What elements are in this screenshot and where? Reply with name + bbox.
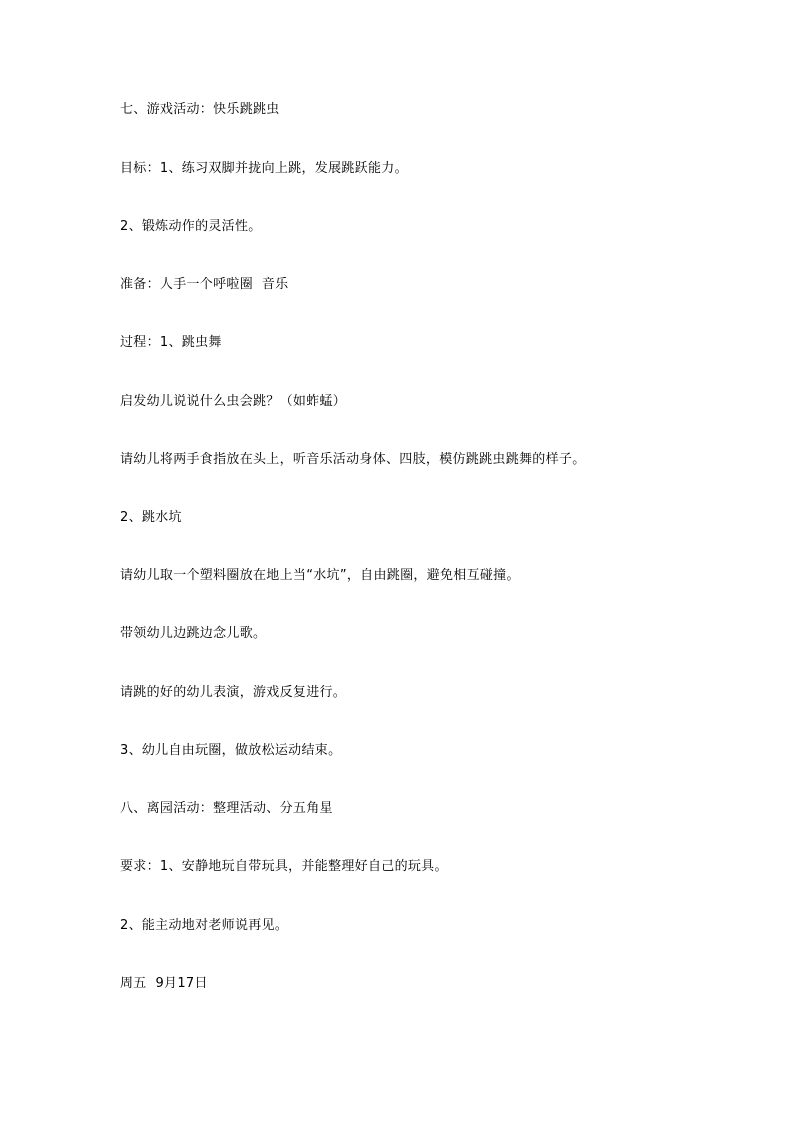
section-heading-game-activity: 七、游戏活动：快乐跳跳虫 (120, 102, 280, 117)
process-step-1: 过程：1、跳虫舞 (120, 335, 222, 350)
process-step-2: 2、跳水坑 (120, 510, 182, 525)
requirement-line-2: 2、能主动地对老师说再见。 (120, 918, 289, 933)
process-text-line: 启发幼儿说说什么虫会跳？（如蚱蜢） (120, 394, 347, 409)
preparation-line: 准备：人手一个呼啦圈 音乐 (120, 277, 289, 292)
goal-line-1: 目标：1、练习双脚并拢向上跳，发展跳跃能力。 (120, 161, 408, 176)
process-step-3: 3、幼儿自由玩圈，做放松运动结束。 (120, 743, 342, 758)
process-text-line: 请幼儿将两手食指放在头上，听音乐活动身体、四肢，模仿跳跳虫跳舞的样子。 (120, 452, 586, 467)
process-text-line: 带领幼儿边跳边念儿歌。 (120, 626, 267, 641)
section-heading-departure-activity: 八、离园活动：整理活动、分五角星 (120, 801, 333, 816)
requirement-line-1: 要求：1、安静地玩自带玩具，并能整理好自己的玩具。 (120, 859, 448, 874)
date-heading: 周五 9月17日 (120, 976, 208, 991)
process-text-line: 请跳的好的幼儿表演，游戏反复进行。 (120, 685, 347, 700)
process-text-line: 请幼儿取一个塑料圈放在地上当“水坑”，自由跳圈，避免相互碰撞。 (120, 568, 520, 583)
goal-line-2: 2、锻炼动作的灵活性。 (120, 219, 262, 234)
